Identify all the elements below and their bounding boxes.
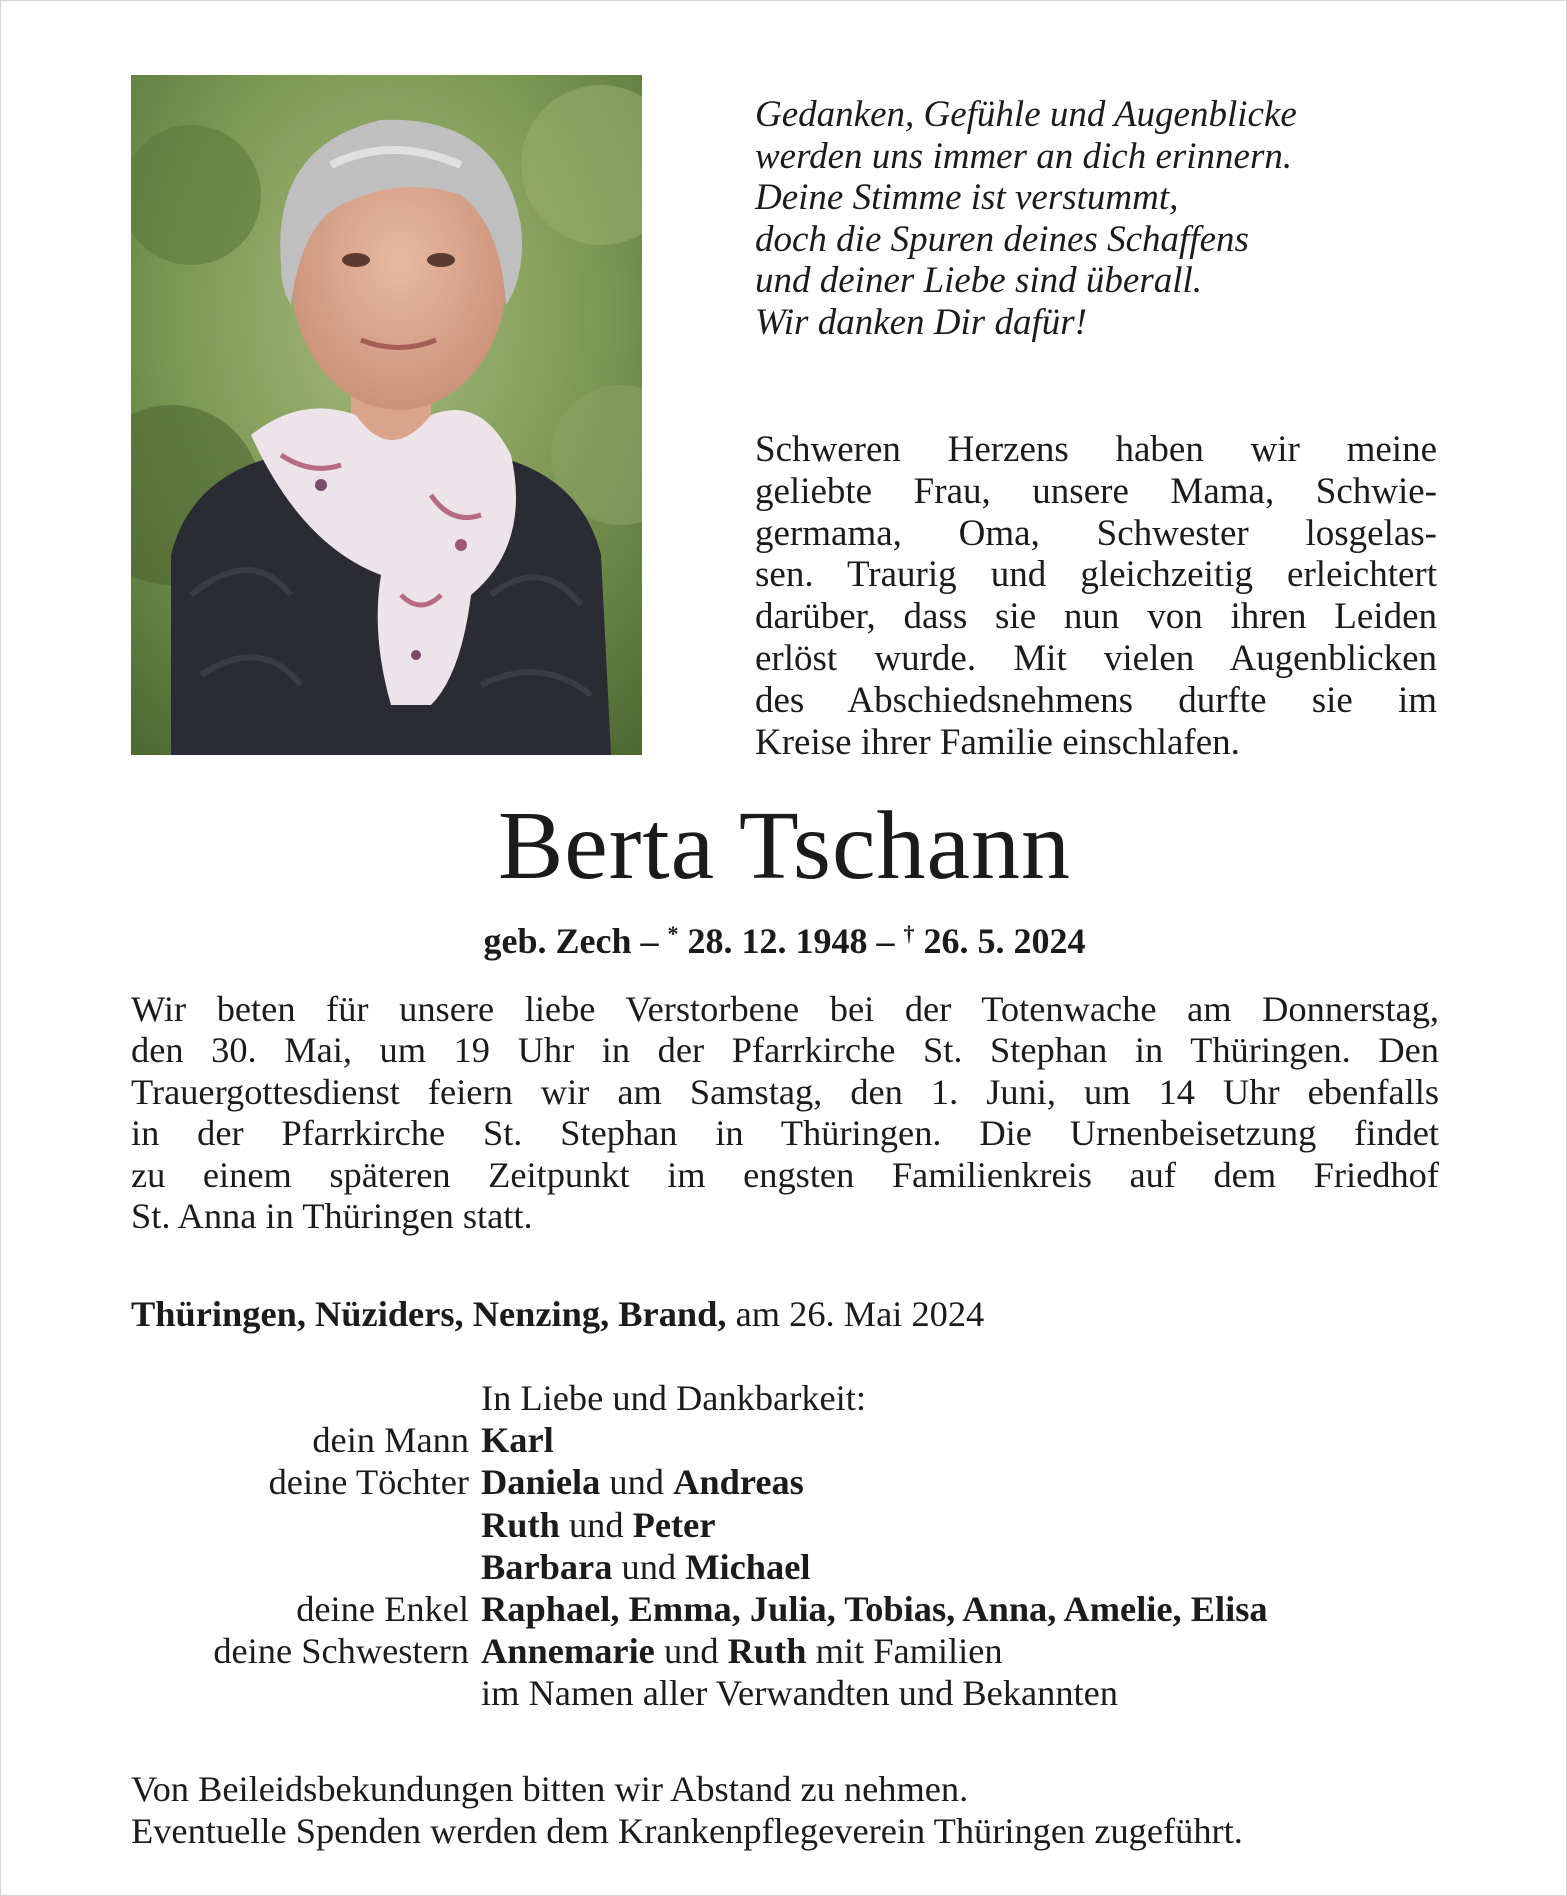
partner-name: Andreas <box>673 1462 804 1503</box>
row-label <box>131 1504 481 1546</box>
places: Thüringen, Nüziders, Nenzing, Brand, <box>131 1294 727 1334</box>
and-word: und <box>559 1504 633 1545</box>
daughter-name: Ruth <box>481 1504 560 1545</box>
intro-line: darüber, dass sie nun von ihren Leiden <box>755 596 1437 638</box>
life-dates <box>1 913 1567 962</box>
intro-line: Schweren Herzens haben wir meine <box>755 429 1437 470</box>
closing-notes <box>131 1768 1243 1852</box>
partner-name: Peter <box>632 1504 716 1545</box>
daughters-row <box>131 1546 1451 1588</box>
intro-line: des Abschiedsnehmens durfte sie im <box>755 679 1437 721</box>
mourners-heading: In Liebe und Dankbarkeit: <box>481 1378 866 1418</box>
intro-line: Kreise ihrer Familie einschlafen. <box>755 721 1240 763</box>
place-and-date <box>131 1293 984 1335</box>
poem-line: doch die Spuren deines Schaffens <box>755 218 1249 260</box>
sister-name: Annemarie <box>481 1631 655 1672</box>
birth-date: 28. 12. 1948 <box>678 921 868 961</box>
sister-name: Ruth <box>727 1631 807 1672</box>
service-line: zu einem späteren Zeitpunkt im engsten Familienkreis auf dem Friedhof <box>131 1154 1439 1195</box>
husband-name: Karl <box>481 1420 554 1461</box>
and-word: und <box>612 1546 686 1587</box>
memorial-poem <box>755 94 1515 344</box>
poem-line: werden uns immer an dich erinnern. <box>755 135 1293 177</box>
relatives-text: im Namen aller Verwandten und Bekannten <box>481 1673 1118 1714</box>
intro-line: sen. Traurig und gleichzeitig erleichtert <box>755 554 1437 596</box>
daughters-label: deine Töchter <box>268 1462 469 1503</box>
grandchildren-names: Raphael, Emma, Julia, Tobias, Anna, Amelie, Elisa <box>481 1588 1268 1629</box>
dash-separator: – <box>867 921 904 961</box>
notice-date: am 26. Mai 2024 <box>726 1294 985 1334</box>
portrait-photo <box>131 75 642 755</box>
funeral-service-paragraph <box>131 989 1439 1237</box>
row-label <box>131 1672 481 1714</box>
daughters-row <box>131 1504 1451 1546</box>
birth-star-icon: * <box>667 921 679 946</box>
service-line: St. Anna in Thüringen statt. <box>131 1195 533 1236</box>
and-word: und <box>654 1631 728 1672</box>
condolence-note: Von Beileidsbekundungen bitten wir Abstand zu nehmen. <box>131 1769 969 1809</box>
intro-line: erlöst wurde. Mit vielen Augenblicken <box>755 637 1437 679</box>
partner-name: Michael <box>685 1546 811 1587</box>
grandchildren-row <box>131 1588 1451 1630</box>
sisters-suffix: mit Familien <box>806 1631 1003 1672</box>
intro-paragraph <box>755 429 1437 763</box>
grandchildren-label: deine Enkel <box>296 1588 469 1629</box>
intro-line: germama, Oma, Schwester losgelas- <box>755 512 1437 554</box>
daughter-name: Daniela <box>481 1462 601 1503</box>
death-cross-icon: † <box>903 921 915 946</box>
mourners-heading-row <box>131 1377 1451 1419</box>
deceased-name: Berta Tschann <box>497 792 1072 900</box>
service-line: Wir beten für unsere liebe Verstorbene bei der Totenwache am Donnerstag, <box>131 989 1439 1029</box>
service-line: in der Pfarrkirche St. Stephan in Thüringen. Die Urnenbeisetzung findet <box>131 1113 1439 1154</box>
daughter-name: Barbara <box>481 1546 613 1587</box>
mourners-list <box>131 1377 1451 1715</box>
service-line: den 30. Mai, um 19 Uhr in der Pfarrkirche St. Stephan in Thüringen. Den <box>131 1030 1439 1071</box>
husband-row <box>131 1419 1451 1461</box>
dash-separator: – <box>631 921 668 961</box>
intro-line: geliebte Frau, unsere Mama, Schwie- <box>755 470 1437 512</box>
husband-label: dein Mann <box>312 1420 469 1461</box>
poem-line: Gedanken, Gefühle und Augenblicke <box>755 94 1297 135</box>
death-date: 26. 5. 2024 <box>914 921 1086 961</box>
relatives-row <box>131 1672 1451 1714</box>
poem-line: Deine Stimme ist verstummt, <box>755 177 1179 219</box>
donation-note: Eventuelle Spenden werden dem Krankenpflegeverein Thüringen zugeführt. <box>131 1811 1243 1851</box>
poem-line: und deiner Liebe sind überall. <box>755 260 1203 302</box>
poem-line: Wir danken Dir dafür! <box>755 301 1087 343</box>
and-word: und <box>600 1462 674 1503</box>
sisters-row <box>131 1630 1451 1672</box>
sisters-label: deine Schwestern <box>213 1631 469 1672</box>
row-label <box>131 1377 481 1419</box>
daughters-row <box>131 1461 1451 1503</box>
service-line: Trauergottesdienst feiern wir am Samstag, den 1. Juni, um 14 Uhr ebenfalls <box>131 1071 1439 1112</box>
maiden-name: geb. Zech <box>483 921 632 961</box>
row-label <box>131 1546 481 1588</box>
